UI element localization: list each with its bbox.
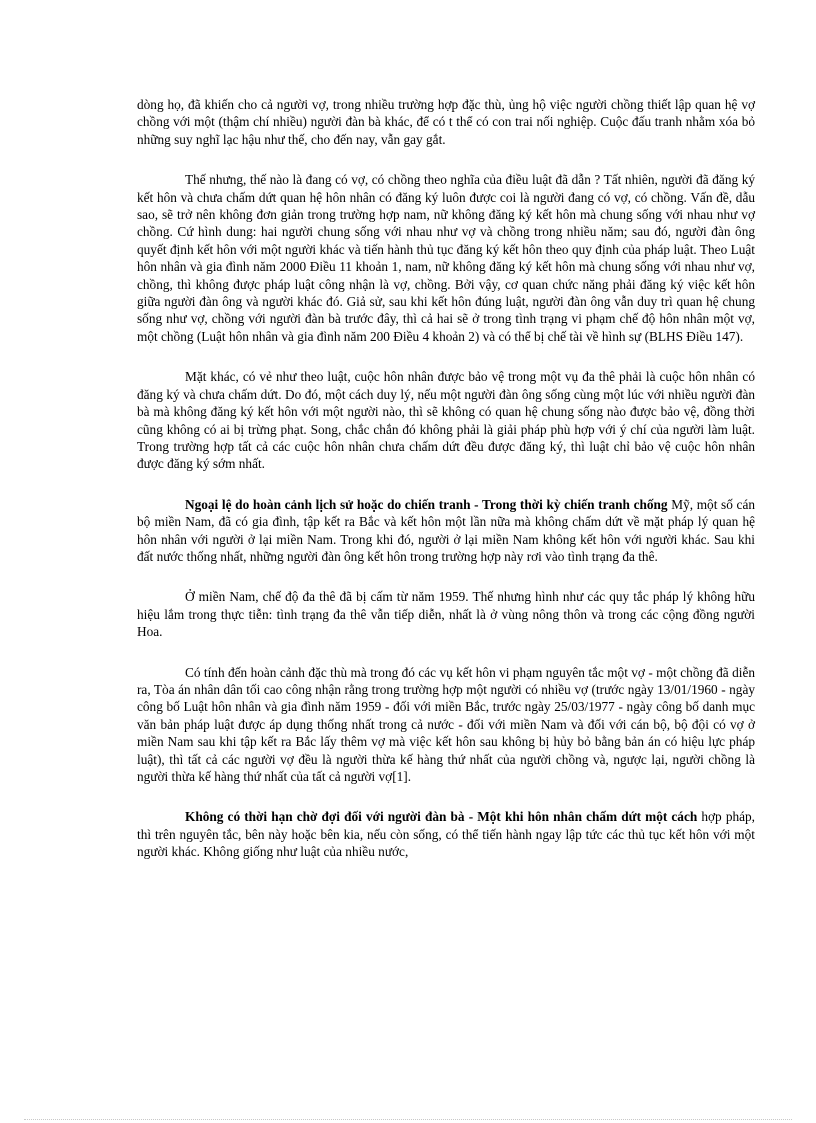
paragraph-3-text: Mặt khác, có vẻ như theo luật, cuộc hôn nhân được bảo vệ trong một vụ đa thê phải là cuộc hôn nhân có đăng ký và chưa chấm dứt. Do đó, một cách duy lý, nếu một người đàn ông sống cùng một lúc với nhiều người đàn bà mà không đăng ký kết hôn với một người nào, thì sẽ không có quan hệ chung sống nào được bảo vệ, đồng thời cũng không có ai bị trừng phạt. Song, chắc chắn đó không phải là giải pháp phù hợp với ý chí của người làm luật. Trong trường hợp tất cả các cuộc hôn nhân chưa chấm dứt đều được đăng ký, thì luật chỉ bảo vệ cuộc hôn nhân được đăng ký sớm nhất. xyxy=(137,369,755,472)
paragraph-6-text: Có tính đến hoàn cảnh đặc thù mà trong đó các vụ kết hôn vi phạm nguyên tắc một vợ - một chồng đã diễn ra, Tòa án nhân dân tối cao công nhận rằng trong trường hợp một người có nhiều vợ (trước ngày 13/01/1960 - ngày công bố Luật hôn nhân và gia đình năm 1959 - đối với miền Bắc, trước ngày 25/03/1977 - ngày công bố danh mục văn bản pháp luật được áp dụng thống nhất trong cả nước - đối với miền Nam và đối với cán bộ, bộ đội có vợ ở miền Nam sau khi tập kết ra Bắc lấy thêm vợ mà việc kết hôn sau không bị hủy bỏ bằng bản án có hiệu lực pháp luật), thì tất cả các người vợ đều là người thừa kế hàng thứ nhất của người chồng và, ngược lại, người chồng là người thừa kế hàng thứ nhất của tất cả người vợ[1]. xyxy=(137,664,755,784)
paragraph-4-heading: Ngoại lệ do hoàn cảnh lịch sử hoặc do chiến tranh - Trong thời kỳ chiến tranh chống xyxy=(185,496,668,512)
paragraph-1-text: dòng họ, đã khiến cho cả người vợ, trong nhiều trường hợp đặc thù, ủng hộ việc người chồng thiết lập quan hệ vợ chồng với một (thậm chí nhiều) người đàn bà khác, để có t thể có con trai nối nghiệp. Cuộc đấu tranh nhằm xóa bỏ những suy nghĩ lạc hậu như thế, cho đến nay, vẫn gay gắt. xyxy=(137,97,755,147)
paragraph-2 xyxy=(137,171,755,345)
paragraph-5 xyxy=(137,588,755,640)
paragraph-2-text: Thế nhưng, thế nào là đang có vợ, có chồng theo nghĩa của điều luật đã dẫn ? Tất nhiên, người đã đăng ký kết hôn và chưa chấm dứt quan hệ hôn nhân có đăng ký luôn được coi là người đang có vợ, có chồng. Vấn đề, dẫu sao, sẽ trở nên không đơn giản trong trường hợp nam, nữ không đăng ký kết hôn mà chung sống với nhau như vợ chồng. Cứ hình dung: hai người chung sống với nhau như vợ và chồng trong nhiều năm; sau đó, người đàn ông quyết định kết hôn với một người khác và tiến hành thủ tục đăng ký kết hôn theo quy định của pháp luật. Theo Luật hôn nhân và gia đình năm 2000 Điều 11 khoản 1, nam, nữ không đăng ký kết hôn mà chung sống với nhau như vợ, chồng, thì không được pháp luật công nhận là vợ, chồng. Bởi vậy, cơ quan chức năng phải đăng ký việc kết hôn giữa người đàn ông và người khác đó. Giả sử, sau khi kết hôn đúng luật, người đàn ông vẫn duy trì quan hệ chung sống như vợ, chồng với người đàn bà trước đây, thì cả hai sẽ ở trong tình trạng vi phạm chế độ hôn nhân một vợ, một chồng (Luật hôn nhân và gia đình năm 200 Điều 4 khoản 2) và có thể bị chế tài về hình sự (BLHS Điều 147). xyxy=(137,172,755,344)
paragraph-7-heading: Không có thời hạn chờ đợi đối với người đàn bà - Một khi hôn nhân chấm dứt một cách xyxy=(185,809,698,825)
paragraph-1 xyxy=(137,96,755,148)
page-bottom-rule xyxy=(24,1119,792,1120)
paragraph-5-text: Ở miền Nam, chế độ đa thê đã bị cấm từ năm 1959. Thế nhưng hình như các quy tắc pháp lý không hữu hiệu lắm trong thực tiễn: tình trạng đa thê vẫn tiếp diễn, nhất là ở vùng nông thôn và trong các cộng đồng người Hoa. xyxy=(137,589,755,640)
paragraph-4-text: Mỹ, một số cán bộ miền Nam, đã có gia đình, tập kết ra Bắc và kết hôn một lần nữa mà không chấm dứt về mặt pháp lý quan hệ hôn nhân với người ở lại miền Nam. Trong khi đó, người ở lại miền Nam không kết hôn với người khác. Sau khi đất nước thống nhất, những người đàn ông kết hôn trong trường hợp này rơi vào tình trạng đa thê. xyxy=(137,496,756,564)
paragraph-4 xyxy=(137,496,755,566)
paragraph-7 xyxy=(137,808,755,860)
paragraph-6 xyxy=(137,664,755,786)
document-body xyxy=(137,96,755,884)
paragraph-7-text: hợp pháp, thì trên nguyên tắc, bên này hoặc bên kia, nếu còn sống, có thể tiến hành ngay lập tức các thủ tục kết hôn với một người khác. Không giống như luật của nhiều nước, xyxy=(137,809,755,860)
paragraph-3 xyxy=(137,368,755,472)
